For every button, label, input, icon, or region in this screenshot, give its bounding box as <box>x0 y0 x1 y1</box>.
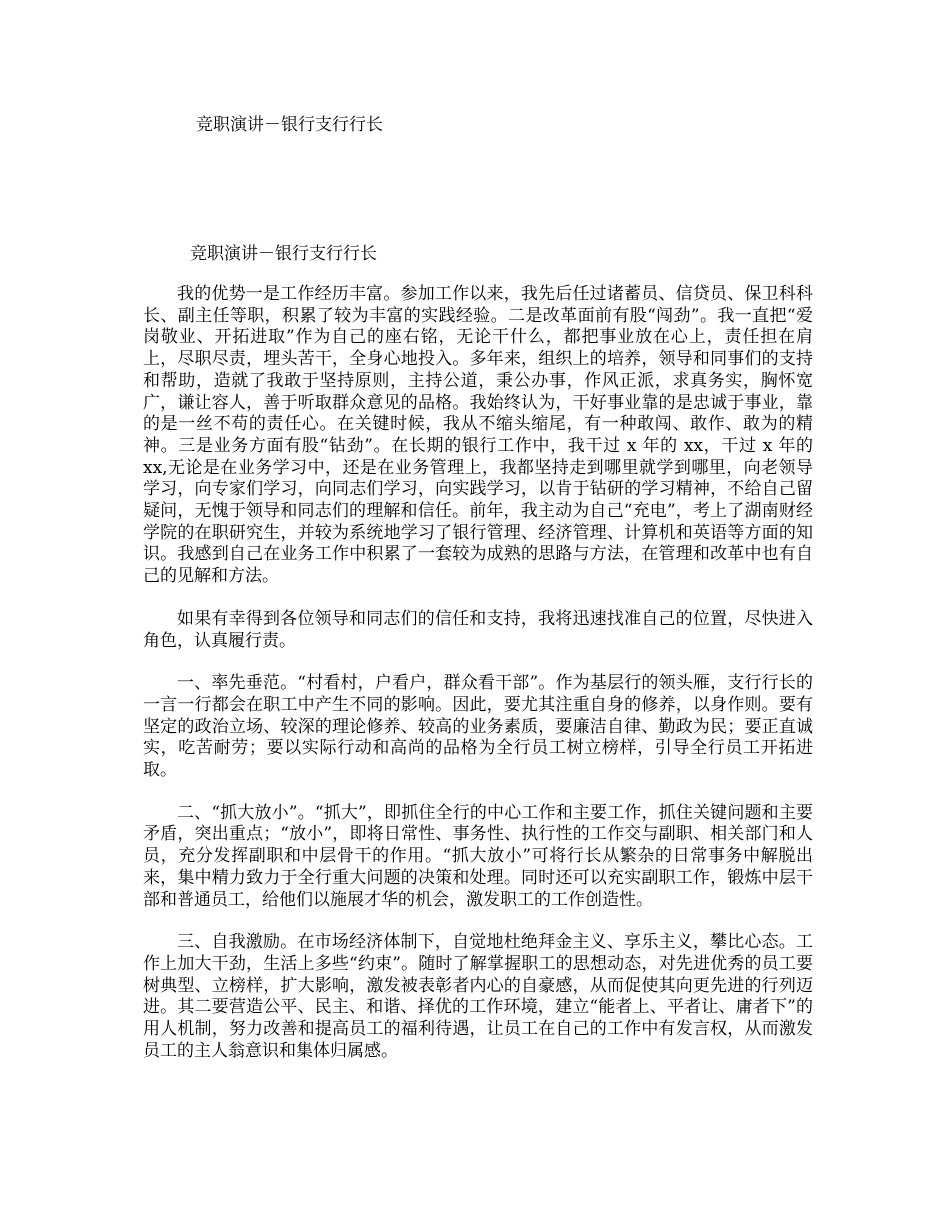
paragraph-focus-on-priorities: 二、“抓大放小”。“抓大”，即抓住全行的中心工作和主要工作，抓住关键问题和主要矛盾，突出重点；“放小”，即将日常性、事务性、执行性的工作交与副职、相关部门和人员，充分发挥副职和中层骨干的作用。“抓大放小”可将行长从繁杂的日常事务中解脱出来，集中精力致力于全行重大问题的决策和处理。同时还可以充实副职工作，锻炼中层干部和普通员工，给他们以施展才华的机会，激发职工的工作创造性。 <box>143 802 813 910</box>
paragraph-commitment: 如果有幸得到各位领导和同志们的信任和支持，我将迅速找准自己的位置，尽快进入角色，认真履行责。 <box>143 608 813 651</box>
paragraph-self-motivation: 三、自我激励。在市场经济体制下，自觉地杜绝拜金主义、享乐主义，攀比心态。工作上加大干劲，生活上多些“约束”。随时了解掌握职工的思想动态，对先进优秀的员工要树典型、立榜样，扩大影响，激发被表彰者内心的自豪感，从而促使其向更先进的行列迈进。其二要营造公平、民主、和谐、择优的工作环境，建立“能者上、平者让、庸者下”的用人机制，努力改善和提高员工的福利待遇，让员工在自己的工作中有发言权，从而激发员工的主人翁意识和集体归属感。 <box>143 932 813 1061</box>
document-title: 竞职演讲－银行支行行长 <box>190 244 377 264</box>
paragraph-lead-by-example: 一、率先垂范。“村看村，户看户，群众看干部”。作为基层行的领头雁，支行行长的一言一行都会在职工中产生不同的影响。因此，要尤其注重自身的修养，以身作则。要有坚定的政治立场、较深的理论修养、较高的业务素质，要廉洁自律、勤政为民；要正直诚实，吃苦耐劳；要以实际行动和高尚的品格为全行员工树立榜样，引导全行员工开拓进取。 <box>143 673 813 781</box>
header-title: 竞职演讲－银行支行行长 <box>196 115 383 135</box>
document-body <box>143 284 813 1084</box>
paragraph-strengths: 我的优势一是工作经历丰富。参加工作以来，我先后任过诸蓄员、信贷员、保卫科科长、副主任等职，积累了较为丰富的实践经验。二是改革面前有股“闯劲”。我一直把“爱岗敬业、开拓进取”作为自己的座右铭，无论干什么，都把事业放在心上，责任担在肩上，尽职尽责，埋头苦干，全身心地投入。多年来，组织上的培养，领导和同事们的支持和帮助，造就了我敢于坚持原则，主持公道，秉公办事，作风正派，求真务实，胸怀宽广，谦让容人，善于听取群众意见的品格。我始终认为，干好事业靠的是忠诚于事业，靠的是一丝不苟的责任心。在关键时候，我从不缩头缩尾，有一种敢闯、敢作、敢为的精神。三是业务方面有股“钻劲”。在长期的银行工作中，我干过 x 年的 xx，干过 x 年的 xx,无论是在业务学习中，还是在业务管理上，我都坚持走到哪里就学到哪里，向老领导学习，向专家们学习，向同志们学习，向实践学习，以肯于钻研的学习精神，不给自己留疑问，无愧于领导和同志们的理解和信任。前年，我主动为自己“充电”，考上了湖南财经学院的在职研究生，并较为系统地学习了银行管理、经济管理、计算机和英语等方面的知识。我感到自己在业务工作中积累了一套较为成熟的思路与方法，在管理和改革中也有自己的见解和方法。 <box>143 284 813 587</box>
